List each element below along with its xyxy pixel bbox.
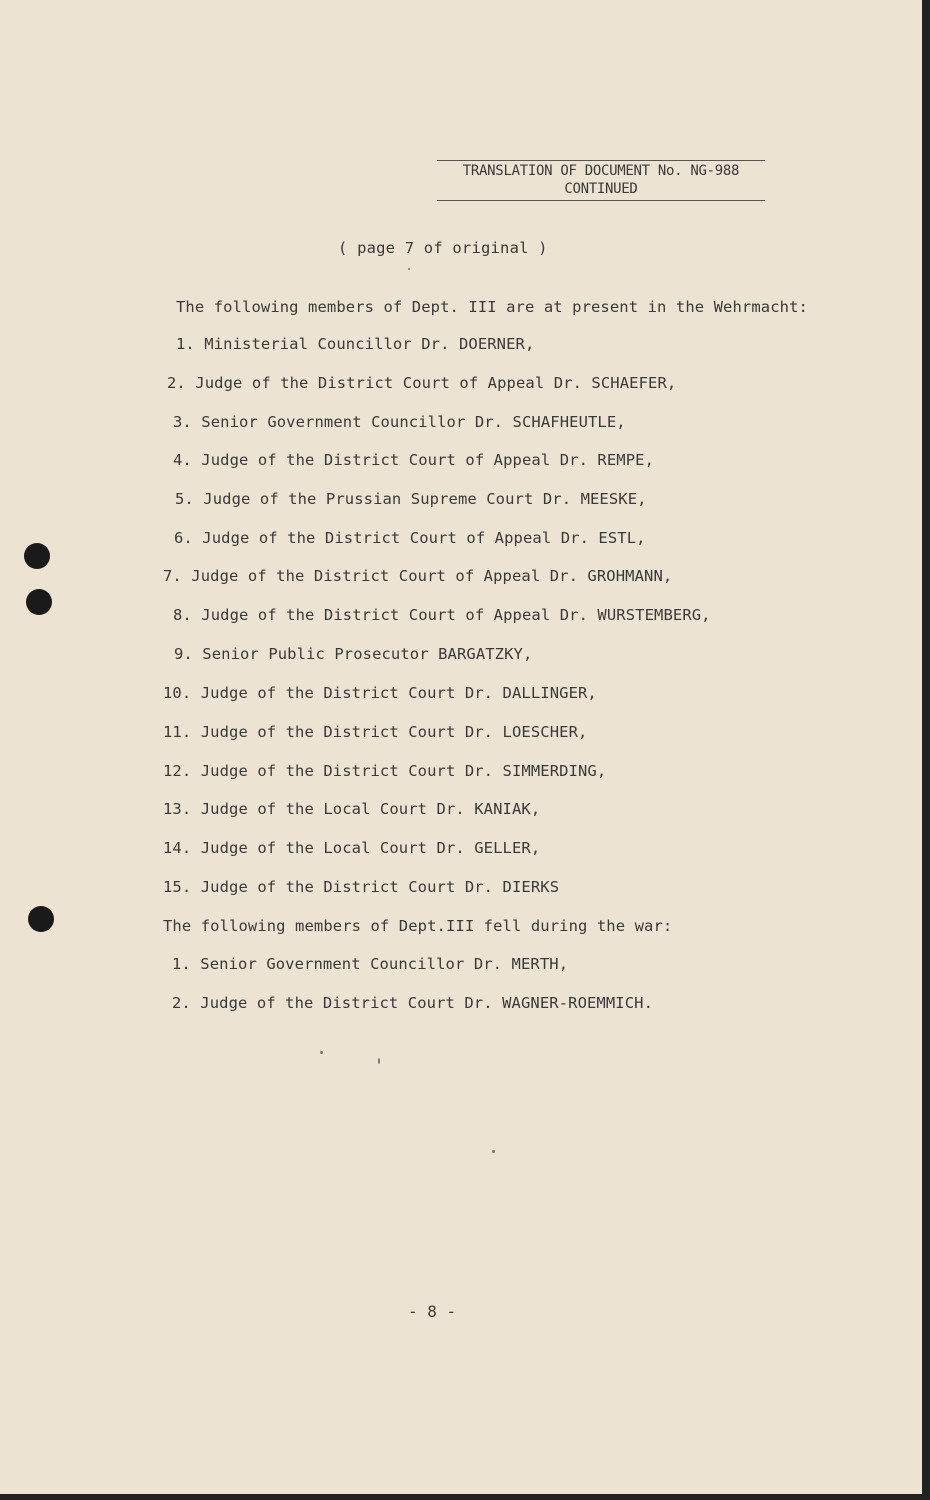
fallen-item: 2. Judge of the District Court Dr. WAGNER-ROEMMICH. <box>172 994 654 1012</box>
intro-text: The following members of Dept. III are at present in the Wehrmacht: <box>176 298 808 316</box>
paper-speck <box>492 1150 495 1153</box>
member-item: 12. Judge of the District Court Dr. SIMMERDING, <box>163 762 607 780</box>
paper-speck <box>408 268 410 270</box>
page-number: - 8 - <box>408 1302 457 1321</box>
member-item: 4. Judge of the District Court of Appeal Dr. REMPE, <box>173 451 655 469</box>
member-item: 13. Judge of the Local Court Dr. KANIAK, <box>163 800 541 818</box>
member-item: 5. Judge of the Prussian Supreme Court Dr. MEESKE, <box>175 490 647 508</box>
member-item: 1. Ministerial Councillor Dr. DOERNER, <box>176 335 535 353</box>
punch-hole <box>28 906 54 932</box>
fallen-intro-text: The following members of Dept.III fell during the war: <box>163 917 673 935</box>
document-header <box>437 160 765 201</box>
member-item: 8. Judge of the District Court of Appeal Dr. WURSTEMBERG, <box>173 606 711 624</box>
member-item: 7. Judge of the District Court of Appeal Dr. GROHMANN, <box>163 567 673 585</box>
original-page-reference: ( page 7 of original ) <box>338 239 548 257</box>
punch-hole <box>24 543 50 569</box>
member-item: 11. Judge of the District Court Dr. LOESCHER, <box>163 723 588 741</box>
punch-hole <box>26 589 52 615</box>
header-continued: CONTINUED <box>564 181 638 197</box>
member-item: 9. Senior Public Prosecutor BARGATZKY, <box>174 645 533 663</box>
paper-speck <box>320 1051 323 1054</box>
member-item: 6. Judge of the District Court of Appeal Dr. ESTL, <box>174 529 646 547</box>
header-title: TRANSLATION OF DOCUMENT No. NG-988 <box>462 163 740 179</box>
paper-speck <box>378 1058 380 1064</box>
fallen-item: 1. Senior Government Councillor Dr. MERTH, <box>172 955 569 973</box>
member-item: 10. Judge of the District Court Dr. DALLINGER, <box>163 684 597 702</box>
member-item: 14. Judge of the Local Court Dr. GELLER, <box>163 839 541 857</box>
member-item: 3. Senior Government Councillor Dr. SCHAFHEUTLE, <box>173 413 626 431</box>
member-item: 15. Judge of the District Court Dr. DIERKS <box>163 878 560 896</box>
member-item: 2. Judge of the District Court of Appeal Dr. SCHAEFER, <box>167 374 677 392</box>
